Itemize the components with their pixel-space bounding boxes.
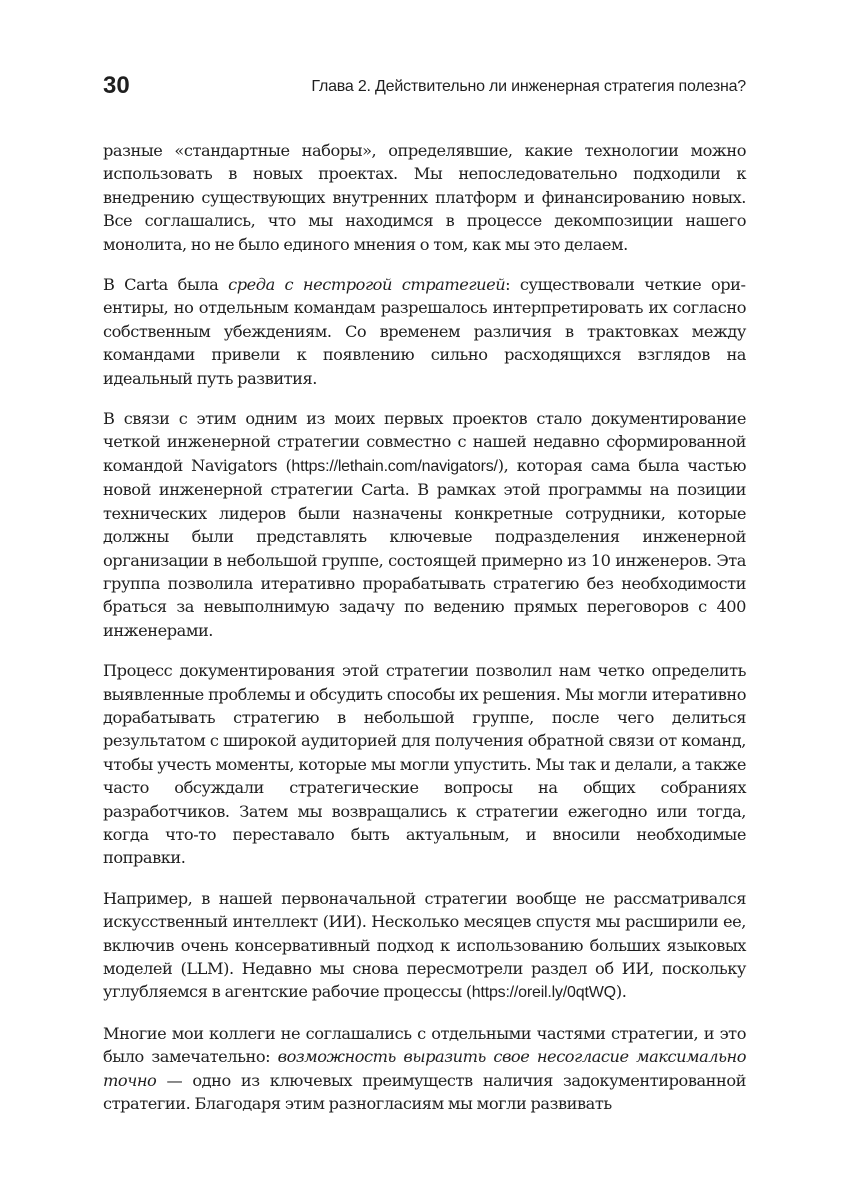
emphasis-text: среда с нестрогой стратегией [228, 275, 506, 295]
text-run: Процесс документирования этой стратегии позволил нам четко определить выявленные проблемы и обсудить способы их решения. Мы могли итеративно дорабатывать стратегию в небольшой группе, после чего делиться результатом с широкой аудиторией для получения обратной связи от команд, чтобы учесть моменты, которые мы могли упустить. Мы так и делали, а также часто обсуждали стратегические вопросы на общих собраниях разработчиков. Затем мы возвращались к стратегии ежегодно или тогда, когда что-то переставало быть актуальным, и вносили необходимые поправки. [103, 661, 746, 868]
text-run: В Carta была [103, 275, 229, 295]
link-navigators[interactable]: https://lethain.com/navigators/ [291, 457, 498, 475]
paragraph-1 [103, 139, 746, 256]
text-run: — одно из ключевых преимуществ наличия задокументированной стратегии. Благодаря этим разногласиям мы могли развивать [103, 1070, 746, 1114]
paragraph-3 [103, 407, 746, 642]
paragraph-5 [103, 887, 746, 1005]
text-run: В связи с этим одним из моих первых проектов стало документирование четкой инженерной стратегии совместно с нашей недавно сформированной командой Navigators ( [103, 409, 746, 475]
page-header [103, 72, 746, 102]
link-oreilly[interactable]: https://oreil.ly/0qtWQ [471, 984, 616, 1002]
paragraph-4 [103, 659, 746, 870]
body-text [103, 139, 746, 1132]
text-run: ), которая сама была частью новой инженерной стратегии Carta. В рамках этой программы на позиции технических лидеров были назначены конкретные сотрудники, которые должны были представлять ключевые подразделения инженерной организации в небольшой группе, состоящей примерно из 10 инженеров. Эта группа позволила итеративно прорабатывать стратегию без необходимости браться за невыполнимую задачу по ведению прямых переговоров с 400 инженерами. [103, 455, 747, 640]
page-number: 30 [103, 72, 130, 99]
paragraph-2 [103, 273, 746, 390]
text-run: : существовали четкие ориентиры, но отдельным командам разрешалось интерпретировать их согласно собственным убеждениям. Со временем различия в трактовках между командами привели к появлению сильно расходящихся взглядов на идеальный путь развития. [103, 275, 746, 388]
paragraph-6 [103, 1022, 746, 1116]
text-run: Например, в нашей первоначальной стратегии вообще не рассматривался искусственный интеллект (ИИ). Несколько месяцев спустя мы расширили ее, включив очень консервативный подход к использованию больших языковых моделей (LLM). Недавно мы снова пересмотрели раздел об ИИ, поскольку углубляемся в агентские рабочие процессы ( [103, 888, 746, 1002]
text-run: разные «стандартные наборы», определявшие, какие технологии можно использовать в новых проектах. Мы непоследовательно подходили к внедрению существующих внутренних платформ и финансированию новых. Все соглашались, что мы находимся в процессе декомпозиции нашего монолита, но не было единого мнения о том, как мы это делаем. [103, 141, 746, 254]
text-run: ). [615, 982, 627, 1002]
text-run: Многие мои коллеги не соглашались с отдельными частями стратегии, и это было замечательно: [103, 1023, 746, 1067]
emphasis-text: возможность выразить свое несогласие максимально точно [103, 1047, 746, 1090]
running-head: Глава 2. Действительно ли инженерная стратегия полезна? [311, 78, 746, 95]
